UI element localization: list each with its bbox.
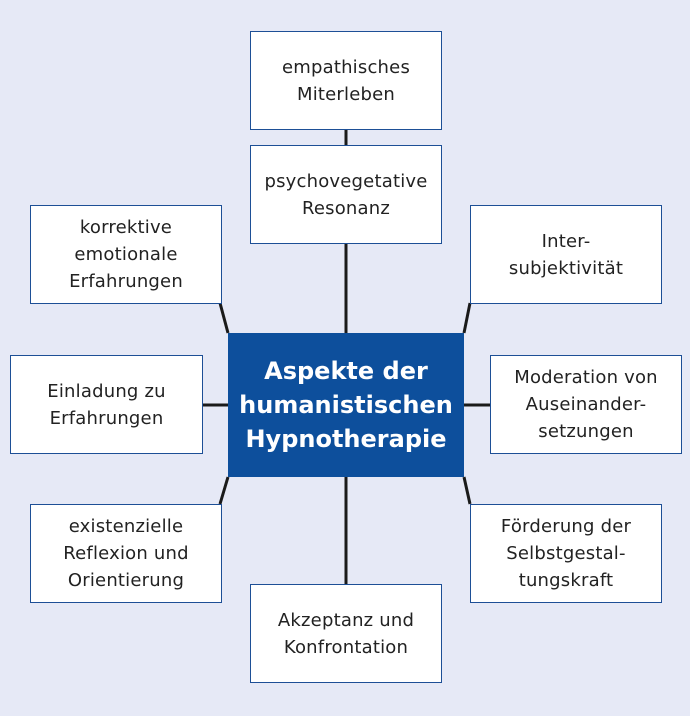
aspect-moderation-von-auseinandersetzungen: Moderation von Auseinander- setzungen <box>490 355 682 454</box>
connector-upper-left <box>220 303 228 333</box>
aspect-korrektive-emotionale-erfahrungen: korrektive emotionale Erfahrungen <box>30 205 222 304</box>
connector-lower-right <box>464 477 470 504</box>
aspect-foerderung-selbstgestaltungskraft: Förderung der Selbstgestal- tungskraft <box>470 504 662 603</box>
aspect-existenzielle-reflexion: existenzielle Reflexion und Orientierung <box>30 504 222 603</box>
aspect-intersubjektivitaet: Inter- subjektivität <box>470 205 662 304</box>
central-topic: Aspekte der humanistischen Hypnotherapie <box>228 333 464 477</box>
connector-upper-right <box>464 303 470 333</box>
aspect-psychovegetative-resonanz: psychovegetative Resonanz <box>250 145 442 244</box>
aspect-akzeptanz-konfrontation: Akzeptanz und Konfrontation <box>250 584 442 683</box>
aspect-einladung-zu-erfahrungen: Einladung zu Erfahrungen <box>10 355 203 454</box>
aspect-empathisches-miterleben: empathisches Miterleben <box>250 31 442 130</box>
connector-lower-left <box>220 477 228 504</box>
